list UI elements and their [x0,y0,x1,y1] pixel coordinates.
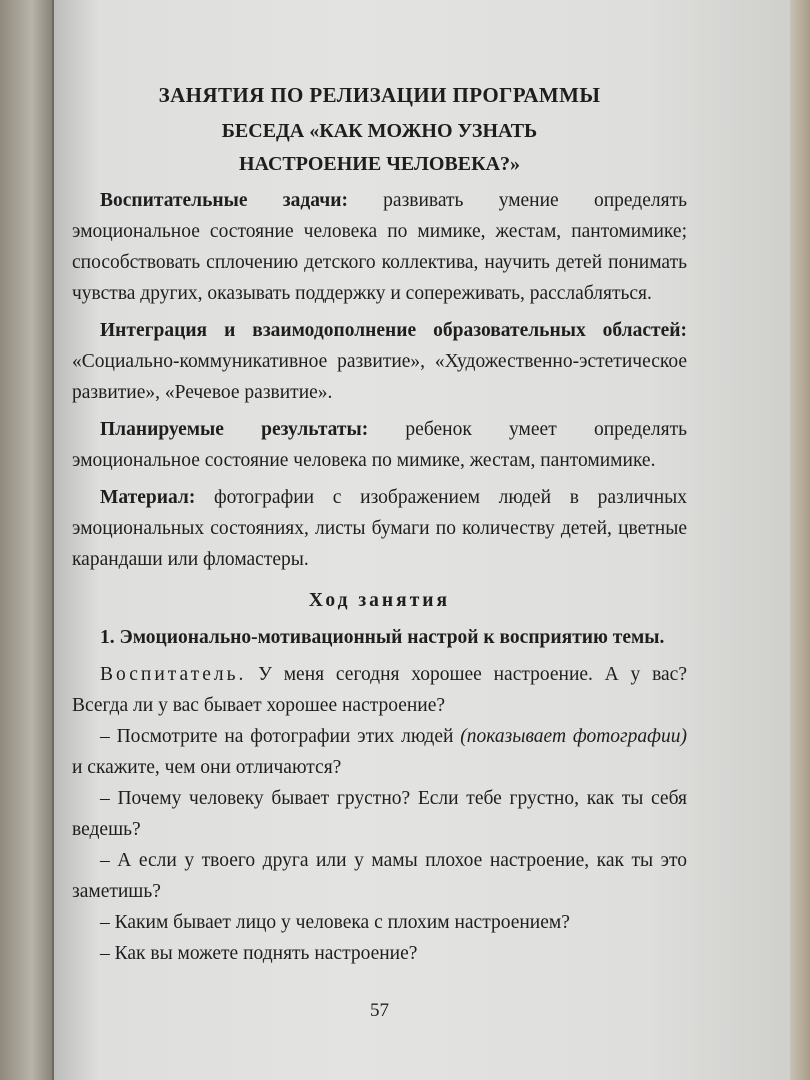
page-number: 57 [370,1000,389,1021]
teacher-label: Воспитатель. [100,664,247,685]
question-1-remark: (показывает фотографии) [460,726,687,747]
page-title: ЗАНЯТИЯ ПО РЕЛИЗАЦИИ ПРОГРАММЫ [158,83,601,107]
step-heading [72,622,687,653]
teacher-text: У меня сегодня хорошее настроение. А у вас? Всегда ли у вас бывает хорошее настроение? [72,664,687,716]
question-5: – Как вы можете поднять настроение? [100,943,418,964]
integration-label: Интеграция и взаимодополнение образовательных областей: [100,320,687,341]
question-1 [72,721,687,783]
previous-page-edge [0,0,58,1080]
integration-text: «Социально-коммуникативное развитие», «Художественно-эстетическое развитие», «Речевое развитие». [72,351,687,403]
lesson-title-line2: НАСТРОЕНИЕ ЧЕЛОВЕКА?» [238,153,521,175]
integration-paragraph [72,315,687,408]
step-heading-text: 1. Эмоционально-мотивационный настрой к восприятию темы. [100,627,665,648]
material-paragraph [72,482,687,575]
tasks-paragraph [72,185,687,309]
teacher-paragraph [72,659,687,721]
page-edge [790,0,810,1080]
tasks-text: развивать умение определять эмоциональное состояние человека по мимике, жестам, пантомимике; способствовать сплочению детского коллектива, научить детей понимать чувства других, оказывать поддержку и сопереживать, расслабляться. [72,190,687,304]
question-4: – Каким бывает лицо у человека с плохим настроением? [100,912,570,933]
results-text: ребенок умеет определять эмоциональное состояние человека по мимике, жестам, пантомимике. [72,419,687,471]
tasks-label: Воспитательные задачи: [100,190,348,211]
section-heading: Ход занятия [308,590,451,611]
question-2: – Почему человеку бывает грустно? Если тебе грустно, как ты себя ведешь? [72,788,687,840]
question-1-text: – Посмотрите на фотографии этих людей [100,726,461,747]
material-label: Материал: [100,487,196,508]
question-1-end: и скажите, чем они отличаются? [72,757,342,778]
question-3: – А если у твоего друга или у мамы плохое настроение, как ты это заметишь? [72,850,687,902]
results-label: Планируемые результаты: [100,419,369,440]
page-content [72,68,687,969]
material-text: фотографии с изображением людей в различных эмоциональных состояниях, листы бумаги по количеству детей, цветные карандаши или фломастеры. [72,487,687,570]
lesson-title-line1: БЕСЕДА «КАК МОЖНО УЗНАТЬ [221,120,538,142]
results-paragraph [72,414,687,476]
